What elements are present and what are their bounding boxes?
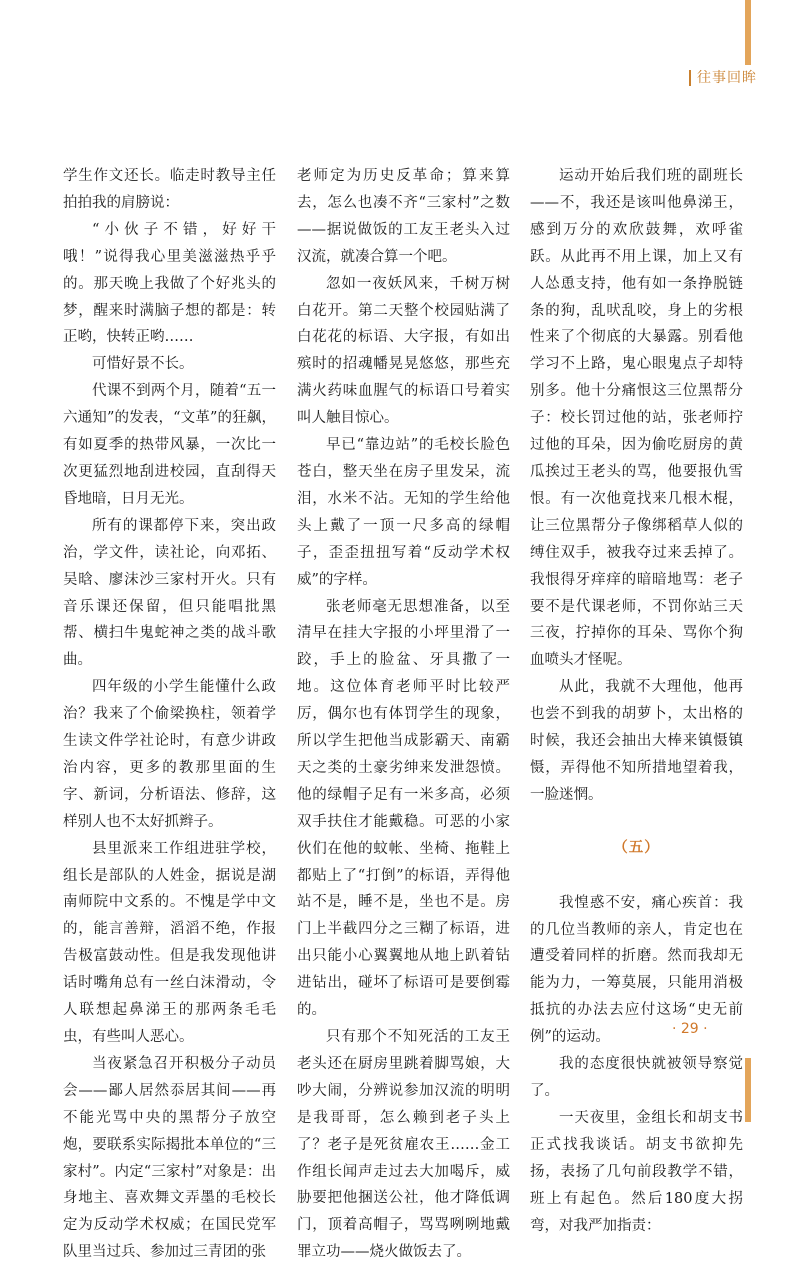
- paragraph: 学生作文还长。临走时教导主任拍拍我的肩膀说：: [63, 168, 276, 211]
- paragraph: “小伙子不错，好好干哦！”说得我心里美滋滋热乎乎的。那天晚上我做了个好兆头的梦，醒来时满脑子想的都是：转正哟，快转正哟……: [63, 221, 276, 346]
- paragraph: 运动开始后我们班的副班长——不，我还是该叫他鼻涕王，感到万分的欢欣鼓舞，欢呼雀跃。从此再不用上课，加上又有人怂恿支持，他有如一条挣脱链条的狗，乱吠乱咬，身上的劣根性来了个彻底的大暴露。别看他学习不上路，鬼心眼鬼点子却特别多。他十分痛恨这三位黑帮分子：校长罚过他的站，张老师拧过他的耳朵，因为偷吃厨房的黄瓜挨过王老头的骂，他要报仇雪恨。有一次他竟找来几根木棍，让三位黑帮分子像绑稻草人似的缚住双手，被我夺过来丢掉了。我恨得牙痒痒的暗暗地骂：老子要不是代课老师，不罚你站三天三夜，拧掉你的耳朵、骂你个狗血喷头才怪呢。: [530, 168, 743, 669]
- paragraph: 我惶惑不安，痛心疾首：我的几位当教师的亲人，肯定也在遭受着同样的折磨。然而我却无能为力，一筹莫展，只能用消极抵抗的办法去应付这场“史无前例”的运动。: [530, 894, 743, 1046]
- paragraph: 所有的课都停下来，突出政治，学文件，读社论，向邓拓、吴晗、廖沫沙三家村开火。只有音乐课还保留，但只能唱批黑帮、横扫牛鬼蛇神之类的战斗歌曲。: [63, 517, 276, 669]
- section-label: 往事回眸: [689, 70, 757, 86]
- page-number: · 29 ·: [672, 1021, 708, 1037]
- paragraph: 忽如一夜妖风来，千树万树白花开。第二天整个校园贴满了白花花的标语、大字报，有如出殡时的招魂幡晃晃悠悠，那些充满火药味血腥气的标语口号着实叫人触目惊心。: [297, 275, 510, 427]
- top-accent-bar: [745, 0, 751, 65]
- paragraph: 从此，我就不大理他，他再也尝不到我的胡萝卜，太出格的时候，我还会抽出大棒来镇慑镇慑，弄得他不知所措地望着我，一脸迷惘。: [530, 679, 743, 803]
- text-column-2: [297, 163, 510, 1266]
- paragraph: 县里派来工作组进驻学校，组长是部队的人姓金，据说是湖南师院中文系的。不愧是学中文的，能言善辩，滔滔不绝，作报告极富鼓动性。但是我发现他讲话时嘴角总有一丝白沫滑动，令人联想起鼻涕王的那两条毛毛虫，有些叫人恶心。: [63, 840, 276, 1045]
- text-column-1: [63, 163, 276, 1266]
- paragraph: 四年级的小学生能懂什么政治？我来了个偷梁换柱，领着学生读文件学社论时，有意少讲政治内容，更多的教那里面的生字、新词，分析语法、修辞，这样别人也不太好抓辫子。: [63, 679, 276, 830]
- paragraph: 一天夜里，金组长和胡支书正式找我谈话。胡支书欲抑先扬，表扬了几句前段教学不错，班上有起色。然后180度大拐弯，对我严加指责：: [530, 1109, 743, 1234]
- paragraph: 代课不到两个月，随着“五一六通知”的发表，“文革”的狂飙，有如夏季的热带风暴，一次比一次更猛烈地刮进校园，直刮得天昏地暗，日月无光。: [63, 383, 276, 507]
- paragraph: 早已“靠边站”的毛校长脸色苍白，整天坐在房子里发呆，流泪，水米不沾。无知的学生给他头上戴了一顶一尺多高的绿帽子，歪歪扭扭写着“反动学术权威”的字样。: [297, 437, 510, 588]
- paragraph: 只有那个不知死活的工友王老头还在厨房里跳着脚骂娘，大吵大闹，分辨说参加汉流的明明是我哥哥，怎么赖到老子头上了？老子是死贫雇农王……金工作组长闻声走过去大加喝斥，威胁要把他捆送公社，他才降低调门，顶着高帽子，骂骂咧咧地戴罪立功——烧火做饭去了。: [297, 1029, 510, 1261]
- paragraph: 当夜紧急召开积极分子动员会——鄙人居然忝居其间——再不能光骂中央的黑帮分子放空炮，要联系实际揭批本单位的“三家村”。内定“三家村”对象是：出身地主、喜欢舞文弄墨的毛校长定为反动学术权威；在国民党军队里当过兵、参加过三青团的张: [63, 1055, 276, 1261]
- section-heading: （五）: [613, 838, 660, 856]
- text-column-3: [530, 163, 743, 1239]
- bottom-accent-bar: [745, 1058, 751, 1122]
- paragraph: 老师定为历史反革命；算来算去，怎么也凑不齐“三家村”之数——据说做饭的工友王老头入过汉流，就凑合算一个吧。: [297, 168, 510, 265]
- paragraph: 张老师毫无思想准备，以至清早在挂大字报的小坪里滑了一跤，手上的脸盆、牙具撒了一地。这位体育老师平时比较严厉，偶尔也有体罚学生的现象，所以学生把他当成影霸天、南霸天之类的土豪劣绅来发泄怨愤。他的绿帽子足有一米多高，必须双手扶住才能戴稳。可恶的小家伙们在他的蚊帐、坐椅、拖鞋上都贴上了“打倒”的标语，弄得他站不是，睡不是，坐也不是。房门上半截四分之三糊了标语，进出只能小心翼翼地从地上趴着钻进钻出，碰坏了标语可是要倒霉的。: [297, 598, 510, 1019]
- paragraph: 可惜好景不长。: [92, 356, 194, 373]
- paragraph: 我的态度很快就被领导察觉了。: [530, 1056, 743, 1099]
